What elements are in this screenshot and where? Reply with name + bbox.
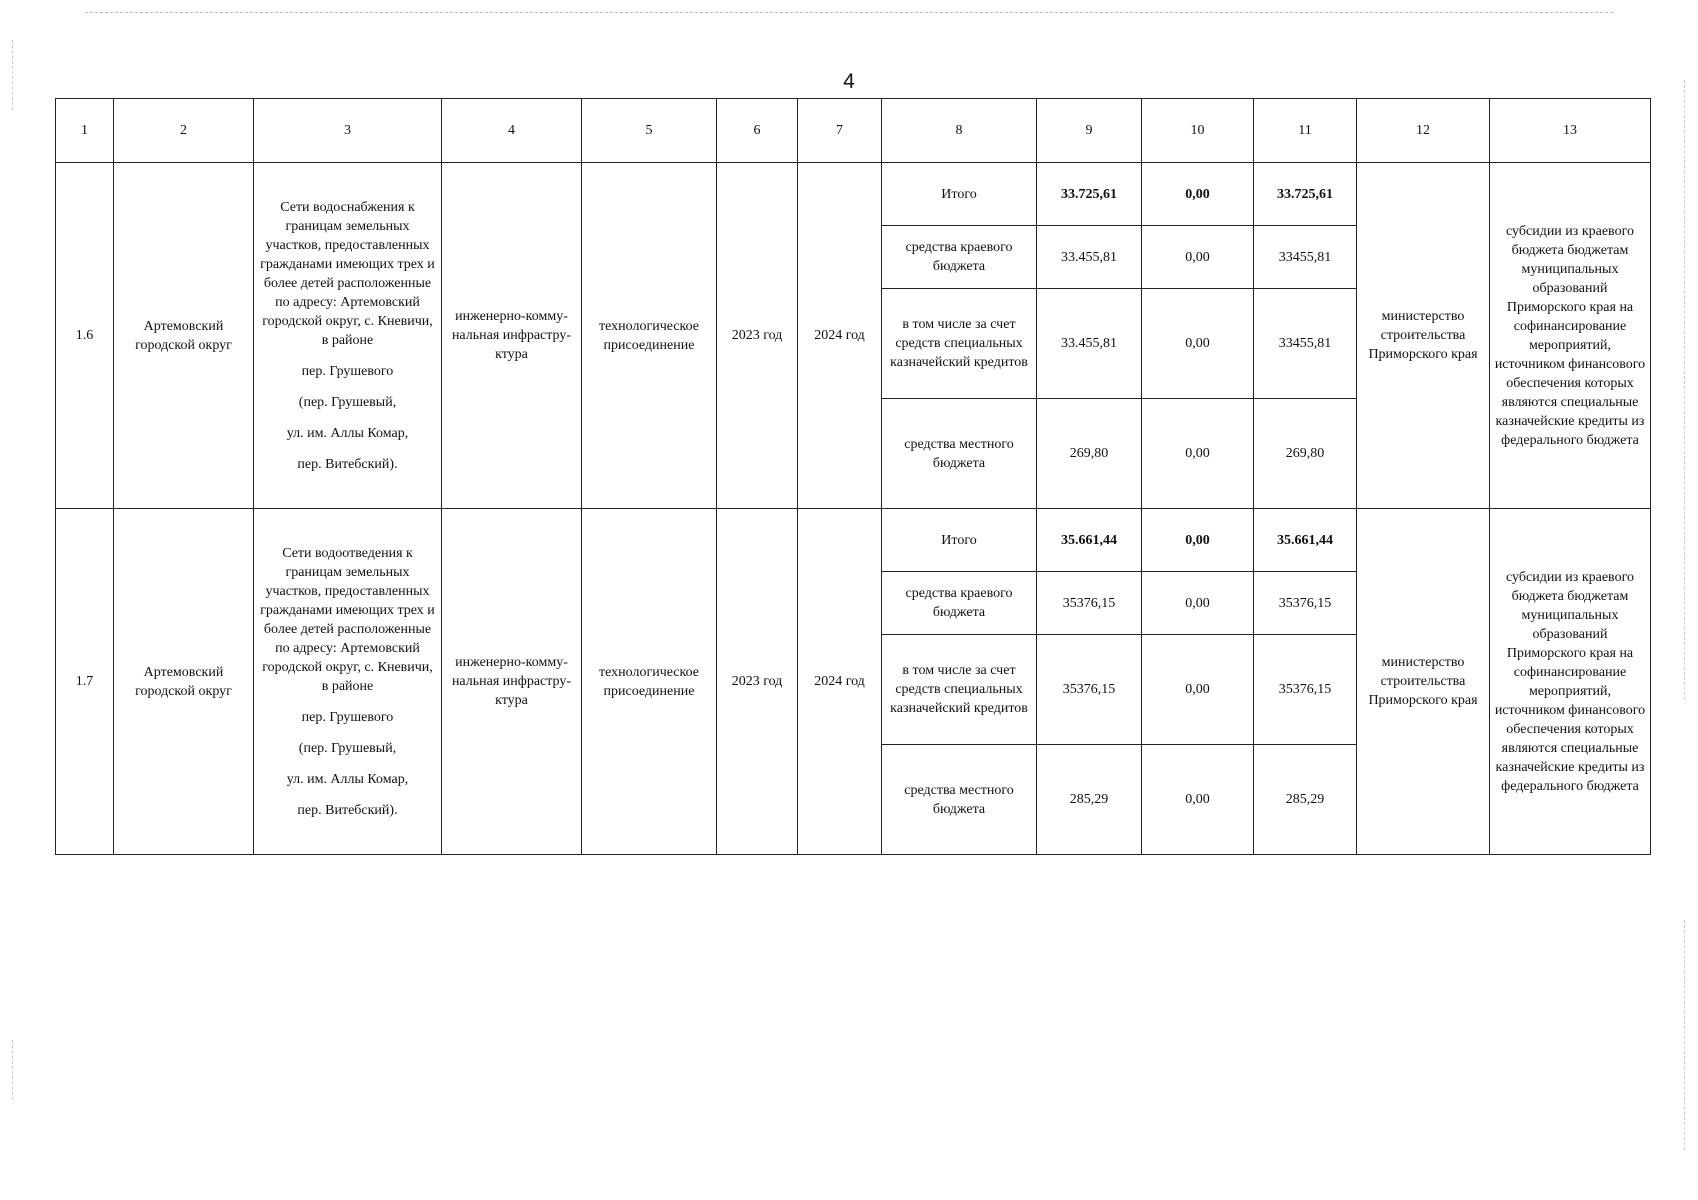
column-header: 6 (717, 99, 798, 163)
amount-cell: 269,80 (1254, 399, 1357, 509)
column-header: 11 (1254, 99, 1357, 163)
column-header: 13 (1490, 99, 1651, 163)
amount-cell: 269,80 (1037, 399, 1142, 509)
amount-cell: 0,00 (1142, 509, 1254, 572)
column-header: 8 (882, 99, 1037, 163)
row-number: 1.6 (56, 163, 114, 509)
column-header: 3 (254, 99, 442, 163)
executor-cell: министерство строительства Приморского края (1357, 163, 1490, 509)
object-name-cell (254, 509, 442, 855)
executor-cell: министерство строительства Приморского края (1357, 509, 1490, 855)
amount-cell: 33.455,81 (1037, 226, 1142, 289)
object-name-line: (пер. Грушевый, (298, 740, 397, 756)
table-row (56, 509, 1651, 572)
object-name-line: пер. Витебский). (297, 456, 398, 472)
objects-table (55, 98, 1651, 855)
table-row (56, 163, 1651, 226)
amount-cell: 35376,15 (1254, 635, 1357, 745)
amount-cell: 33.455,81 (1037, 289, 1142, 399)
object-name-line: ул. им. Аллы Комар, (286, 425, 409, 441)
column-header: 12 (1357, 99, 1490, 163)
finance-label-cell: Итого (882, 509, 1037, 572)
column-header: 9 (1037, 99, 1142, 163)
amount-cell: 35376,15 (1254, 572, 1357, 635)
scan-margin-mark (1684, 920, 1685, 1150)
amount-cell: 0,00 (1142, 289, 1254, 399)
amount-cell: 33.725,61 (1037, 163, 1142, 226)
scan-margin-mark (12, 1040, 13, 1100)
object-name-line: пер. Витебский). (297, 802, 398, 818)
amount-cell: 33455,81 (1254, 289, 1357, 399)
page-number: 4 (843, 70, 855, 93)
funding-source-cell: субсидии из краевого бюджета бюджетам муниципальных образований Приморского края на софинансирование мероприятий, источником финансового обеспечения которых являются специальные казначейские кредиты из федерального бюджета (1490, 509, 1651, 855)
amount-cell: 0,00 (1142, 399, 1254, 509)
finance-label-cell: Итого (882, 163, 1037, 226)
row-number: 1.7 (56, 509, 114, 855)
object-name-text: Сети водоснабжения к границам земельных участков, предоставленных гражданами имеющих трех и более детей расположенные по адресу: Артемовский городской округ, с. Кневичи, в районе (260, 199, 435, 348)
amount-cell: 35376,15 (1037, 572, 1142, 635)
scan-noise-top (85, 12, 1613, 15)
work-type-cell: технологическое присоединение (582, 509, 717, 855)
object-name-text: Сети водоотведения к границам земельных участков, предоставленных гражданами имеющих трех и более детей расположенные по адресу: Артемовский городской округ, с. Кневичи, в районе (260, 545, 435, 694)
end-year-cell: 2024 год (798, 509, 882, 855)
finance-label-cell: средства местного бюджета (882, 399, 1037, 509)
column-header: 4 (442, 99, 582, 163)
object-name-line: пер. Грушевого (301, 709, 394, 725)
funding-source-cell: субсидии из краевого бюджета бюджетам муниципальных образований Приморского края на софинансирование мероприятий, источником финансового обеспечения которых являются специальные казначейские кредиты из федерального бюджета (1490, 163, 1651, 509)
column-header: 5 (582, 99, 717, 163)
start-year-cell: 2023 год (717, 163, 798, 509)
table-header-row (56, 99, 1651, 163)
amount-cell: 35376,15 (1037, 635, 1142, 745)
municipality-cell: Артемовский городской округ (114, 509, 254, 855)
finance-label-cell: средства краевого бюджета (882, 572, 1037, 635)
category-cell: инженерно-комму-нальная инфрастру-ктура (442, 509, 582, 855)
finance-label-cell: в том числе за счет средств специальных казначейский кредитов (882, 289, 1037, 399)
scan-margin-mark (1684, 80, 1685, 700)
object-name-line: пер. Грушевого (301, 363, 394, 379)
column-header: 1 (56, 99, 114, 163)
end-year-cell: 2024 год (798, 163, 882, 509)
amount-cell: 0,00 (1142, 745, 1254, 855)
amount-cell: 285,29 (1254, 745, 1357, 855)
amount-cell: 0,00 (1142, 226, 1254, 289)
amount-cell: 0,00 (1142, 163, 1254, 226)
object-name-cell (254, 163, 442, 509)
amount-cell: 285,29 (1037, 745, 1142, 855)
municipality-cell: Артемовский городской округ (114, 163, 254, 509)
amount-cell: 0,00 (1142, 572, 1254, 635)
column-header: 7 (798, 99, 882, 163)
category-cell: инженерно-комму-нальная инфрастру-ктура (442, 163, 582, 509)
object-name-line: ул. им. Аллы Комар, (286, 771, 409, 787)
column-header: 10 (1142, 99, 1254, 163)
amount-cell: 35.661,44 (1037, 509, 1142, 572)
finance-label-cell: в том числе за счет средств специальных казначейский кредитов (882, 635, 1037, 745)
finance-label-cell: средства краевого бюджета (882, 226, 1037, 289)
amount-cell: 35.661,44 (1254, 509, 1357, 572)
amount-cell: 33455,81 (1254, 226, 1357, 289)
amount-cell: 0,00 (1142, 635, 1254, 745)
finance-label-cell: средства местного бюджета (882, 745, 1037, 855)
start-year-cell: 2023 год (717, 509, 798, 855)
column-header: 2 (114, 99, 254, 163)
work-type-cell: технологическое присоединение (582, 163, 717, 509)
object-name-line: (пер. Грушевый, (298, 394, 397, 410)
amount-cell: 33.725,61 (1254, 163, 1357, 226)
